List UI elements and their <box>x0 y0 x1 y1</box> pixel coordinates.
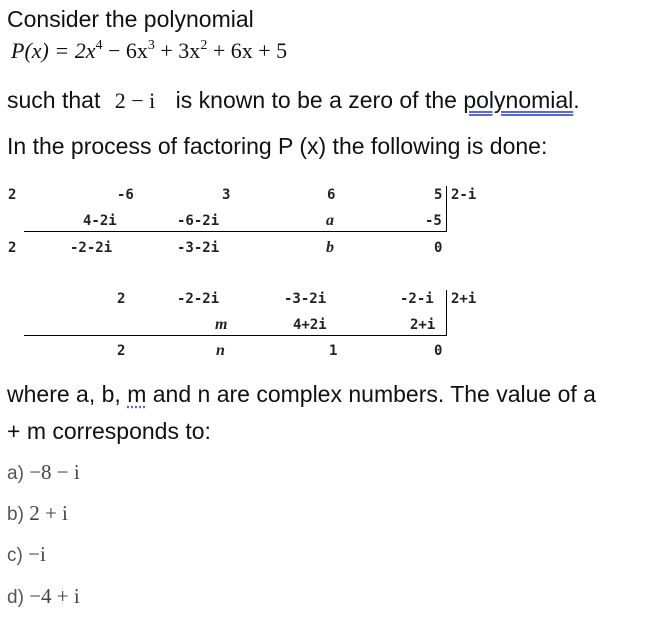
division-bar <box>446 186 447 232</box>
result-cell: -2-2i <box>70 240 113 256</box>
polynomial-expression <box>11 38 287 64</box>
poly-term-3: + 3x <box>154 38 201 63</box>
coef-cell: 2 <box>8 187 17 203</box>
known-text: is known to be a zero of the <box>175 87 457 113</box>
coef-cell: 2 <box>117 291 126 307</box>
option-c[interactable] <box>7 542 46 567</box>
coef-cell: -2-2i <box>177 291 220 307</box>
result-cell: 2 <box>117 343 126 359</box>
question-mid: and n are complex numbers. The value of a <box>152 381 596 407</box>
result-cell: 0 <box>434 240 443 256</box>
mid-cell: -5 <box>425 213 442 229</box>
result-cell: -3-2i <box>177 240 220 256</box>
question-m: m <box>127 381 147 407</box>
option-letter: a) <box>7 463 24 484</box>
coef-cell: 3 <box>222 187 231 203</box>
division-bar <box>446 290 447 336</box>
root-cell: 2+i <box>451 291 477 307</box>
poly-exp-2: 3 <box>147 38 155 53</box>
such-that-line <box>7 86 580 115</box>
question-line-1 <box>7 380 596 408</box>
result-cell: 1 <box>329 343 338 359</box>
polynomial-word: polynomial <box>463 87 574 113</box>
coef-cell: -6 <box>117 187 134 203</box>
option-b[interactable] <box>7 501 68 526</box>
question-line-2: + m corresponds to: <box>7 418 211 444</box>
option-value: 2 + i <box>29 501 68 525</box>
result-cell-n: n <box>216 342 225 359</box>
coef-cell: -2-i <box>400 291 434 307</box>
option-value: −i <box>28 542 46 566</box>
mid-cell: 2+i <box>410 317 436 333</box>
question-pre: where a, b, <box>7 381 121 407</box>
poly-lhs: P(x) = 2x <box>11 38 96 63</box>
poly-term-4: + 6x + 5 <box>207 38 288 63</box>
option-letter: b) <box>7 504 24 525</box>
option-value: −8 − i <box>29 460 80 484</box>
root-cell: 2-i <box>451 187 477 203</box>
mid-cell-m: m <box>215 316 228 333</box>
option-value: −4 + i <box>29 584 80 608</box>
coef-cell: 5 <box>434 187 443 203</box>
poly-exp-1: 4 <box>95 38 103 53</box>
option-letter: c) <box>7 545 23 566</box>
period: . <box>573 87 580 113</box>
option-d[interactable] <box>7 584 80 609</box>
option-letter: d) <box>7 587 24 608</box>
poly-term-2: − 6x <box>102 38 148 63</box>
division-line <box>24 335 447 336</box>
such-that-text: such that <box>7 87 101 113</box>
result-cell: 0 <box>434 343 443 359</box>
mid-cell-a: a <box>326 212 334 229</box>
result-cell-b: b <box>326 239 334 256</box>
mid-cell: 4+2i <box>293 317 327 333</box>
poly-exp-3: 2 <box>200 38 208 53</box>
mid-cell: 4-2i <box>83 213 117 229</box>
zero-value: 2 − i <box>114 88 156 113</box>
coef-cell: -3-2i <box>284 291 327 307</box>
lead-cell: 2 <box>8 240 17 256</box>
coef-cell: 6 <box>327 187 336 203</box>
option-a[interactable] <box>7 460 80 485</box>
intro-line: Consider the polynomial <box>7 6 254 32</box>
process-line: In the process of factoring P (x) the following is done: <box>7 133 548 159</box>
division-line <box>24 231 447 232</box>
mid-cell: -6-2i <box>177 213 220 229</box>
